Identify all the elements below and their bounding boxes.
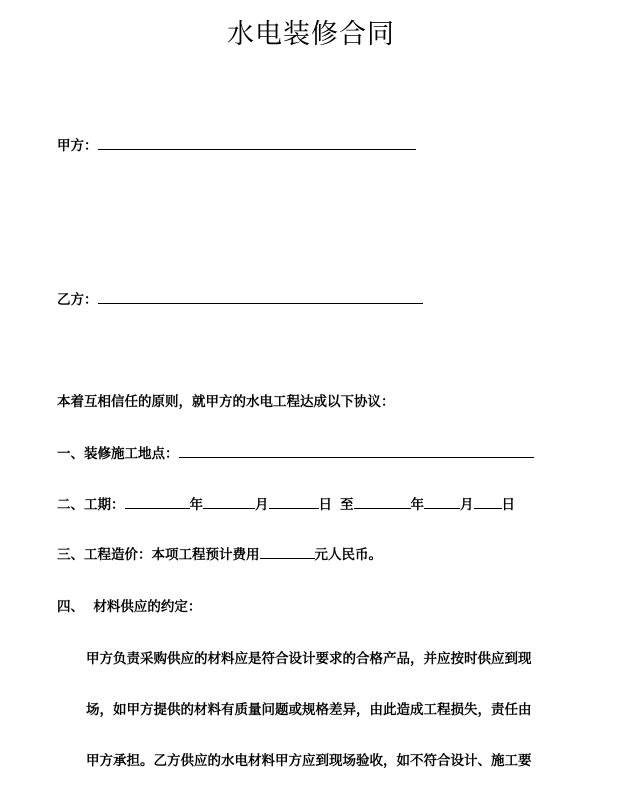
paragraph-line-2: 场，如甲方提供的材料有质量问题或规格差异，由此造成工程损失，责任由 [86, 702, 532, 718]
start-year-label: 年 [189, 497, 203, 513]
start-month-blank[interactable] [203, 494, 255, 509]
section-2-line [57, 493, 515, 513]
intro-text: 本着互相信任的原则，就甲方的水电工程达成以下协议： [57, 394, 395, 410]
section-1-line [57, 442, 534, 462]
document-title: 水电装修合同 [227, 19, 395, 50]
location-blank[interactable] [179, 443, 534, 458]
party-a-blank[interactable] [98, 135, 416, 150]
date-to-label: 至 [340, 497, 354, 513]
end-day-blank[interactable] [474, 494, 502, 509]
end-day-label: 日 [501, 497, 515, 513]
party-b-label: 乙方： [57, 292, 98, 308]
cost-blank[interactable] [260, 544, 315, 559]
party-a-line [57, 134, 416, 154]
end-year-label: 年 [410, 497, 424, 513]
start-day-label: 日 [318, 497, 332, 513]
party-a-label: 甲方： [57, 138, 98, 154]
paragraph-line-3: 甲方承担。乙方供应的水电材料甲方应到现场验收，如不符合设计、施工要 [86, 753, 532, 769]
section-3-suffix: 元人民币。 [314, 547, 382, 563]
section-1-label: 一、装修施工地点： [57, 446, 179, 462]
section-3-line [57, 543, 382, 563]
end-year-blank[interactable] [354, 494, 411, 509]
section-2-label: 二、工期： [57, 497, 125, 513]
end-month-label: 月 [460, 497, 474, 513]
paragraph-line-1: 甲方负责采购供应的材料应是符合设计要求的合格产品，并应按时供应到现 [86, 651, 532, 667]
section-4-label: 四、 材料供应的约定： [57, 599, 202, 615]
end-month-blank[interactable] [424, 494, 460, 509]
party-b-line [57, 288, 423, 308]
party-b-blank[interactable] [98, 289, 423, 304]
start-month-label: 月 [255, 497, 269, 513]
start-year-blank[interactable] [125, 494, 190, 509]
section-3-label: 三、工程造价：本项工程预计费用 [57, 547, 260, 563]
start-day-blank[interactable] [269, 494, 319, 509]
